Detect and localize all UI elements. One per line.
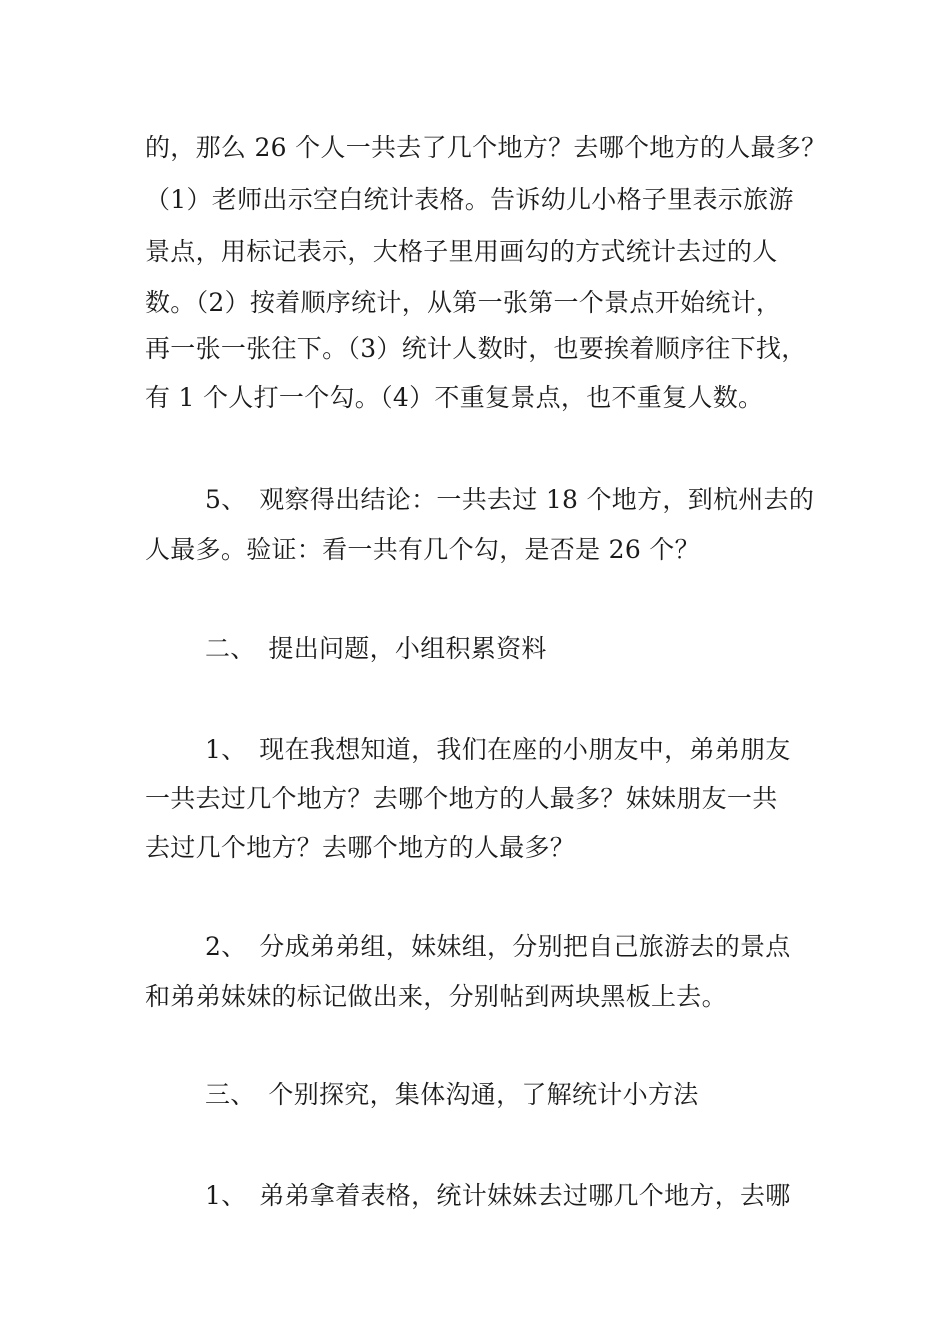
text-line: （1）老师出示空白统计表格。告诉幼儿小格子里表示旅游 (145, 185, 794, 214)
text-line: 景点，用标记表示，大格子里用画勾的方式统计去过的人 (145, 237, 778, 266)
text-line: 和弟弟妹妹的标记做出来，分别帖到两块黑板上去。 (145, 982, 727, 1011)
text-line: 有 1 个人打一个勾。（4）不重复景点，也不重复人数。 (145, 383, 764, 412)
section-item-2: 2、 分成弟弟组，妹妹组，分别把自己旅游去的景点 (205, 932, 791, 961)
text-line: 的，那么 26 个人一共去了几个地方？去哪个地方的人最多？ (145, 133, 827, 162)
section-heading-2: 二、 提出问题，小组积累资料 (205, 634, 547, 663)
section-item-5: 5、 观察得出结论：一共去过 18 个地方，到杭州去的 (205, 485, 815, 514)
text-line: 数。（2）按着顺序统计，从第一张第一个景点开始统计， (145, 288, 782, 317)
text-line: 去过几个地方？去哪个地方的人最多？ (145, 833, 576, 862)
section-item-1: 1、 现在我想知道，我们在座的小朋友中，弟弟朋友 (205, 735, 791, 764)
text-line: 再一张一张往下。（3）统计人数时，也要挨着顺序往下找， (145, 334, 807, 363)
text-line: 一共去过几个地方？去哪个地方的人最多？妹妹朋友一共 (145, 784, 778, 813)
text-line: 人最多。验证：看一共有几个勾，是否是 26 个？ (145, 535, 700, 564)
section-heading-3: 三、 个别探究，集体沟通，了解统计小方法 (205, 1080, 699, 1109)
section-item-1: 1、 弟弟拿着表格，统计妹妹去过哪几个地方，去哪 (205, 1181, 791, 1210)
